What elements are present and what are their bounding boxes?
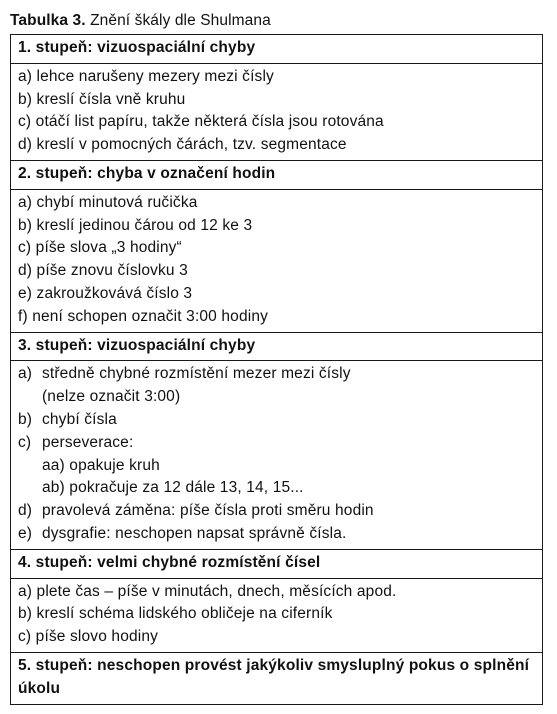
stage-5-heading: 5. stupeň: neschopen provést jakýkoliv smysluplný pokus o splnění úkolu (11, 652, 543, 704)
item-marker: d) (18, 502, 33, 520)
list-item (18, 603, 535, 626)
item-text: kreslí schéma lidského obličeje na ciferník (32, 605, 333, 623)
sub-list-item: aa) opakuje kruh (42, 456, 160, 474)
item-marker: c) (18, 433, 32, 451)
item-text: píše slovo hodiny (31, 628, 158, 646)
item-continuation: (nelze označit 3:00) (42, 388, 181, 406)
table-row-stage-2-heading (11, 160, 543, 189)
list-item (18, 306, 535, 329)
list-item (18, 581, 535, 604)
item-text: není schopen označit 3:00 hodiny (27, 307, 268, 325)
item-marker: c) (18, 628, 32, 646)
table-row-stage-3-heading (11, 332, 543, 361)
list-item (18, 192, 535, 215)
stage-4-items (11, 578, 543, 652)
item-marker: b) (18, 410, 33, 428)
list-item (18, 215, 535, 238)
table-row-stage-3-items (11, 361, 543, 549)
list-item (18, 89, 535, 112)
list-item (18, 111, 535, 134)
table-row-stage-4-items (11, 578, 543, 652)
list-item (18, 626, 535, 649)
stage-1-heading: 1. stupeň: vizuospaciální chyby (11, 35, 543, 64)
item-text: píše slova „3 hodiny“ (31, 239, 182, 257)
item-text: lehce narušeny mezery mezi čísly (32, 67, 274, 85)
item-marker: a) (18, 67, 33, 85)
item-text: kreslí v pomocných čárách, tzv. segmentace (32, 136, 347, 154)
list-item (18, 363, 535, 386)
item-text: zakroužkovává číslo 3 (32, 284, 193, 302)
table-row-stage-2-items (11, 189, 543, 332)
item-marker: a) (18, 582, 33, 600)
list-item (18, 283, 535, 306)
item-marker: e) (18, 284, 33, 302)
item-text: chybí minutová ručička (32, 193, 198, 211)
list-item (18, 432, 535, 455)
caption-text: Znění škály dle Shulmana (85, 12, 271, 29)
stage-2-heading: 2. stupeň: chyba v označení hodin (11, 160, 543, 189)
stage-3-items (11, 361, 543, 549)
table-caption (10, 12, 547, 30)
list-item (18, 500, 535, 523)
list-item (18, 66, 535, 89)
table-row-stage-1-heading (11, 35, 543, 64)
list-item (18, 523, 535, 546)
stage-1-items (11, 63, 543, 160)
item-marker: b) (18, 90, 33, 108)
stage-2-items (11, 189, 543, 332)
item-marker: c) (18, 239, 32, 257)
item-text: dysgrafie: neschopen napsat správně čísla. (42, 524, 347, 542)
item-text: kreslí jedinou čárou od 12 ke 3 (32, 216, 253, 234)
item-text: píše znovu číslovku 3 (32, 262, 188, 280)
list-item (18, 237, 535, 260)
item-text: chybí čísla (42, 410, 117, 428)
list-item (18, 134, 535, 157)
item-text: středně chybné rozmístění mezer mezi čísly (42, 365, 351, 383)
item-marker: e) (18, 524, 33, 542)
shulman-scale-table (10, 34, 543, 705)
item-text: otáčí list papíru, takže některá čísla jsou rotována (31, 113, 384, 131)
item-marker: c) (18, 113, 32, 131)
list-item (18, 260, 535, 283)
sub-list-item: ab) pokračuje za 12 dále 13, 14, 15... (42, 479, 304, 497)
item-marker: b) (18, 216, 33, 234)
item-marker: f) (18, 307, 28, 325)
table-row-stage-1-items (11, 63, 543, 160)
item-marker: a) (18, 365, 33, 383)
stage-3-heading: 3. stupeň: vizuospaciální chyby (11, 332, 543, 361)
list-item (18, 409, 535, 432)
item-text: pravolevá záměna: píše čísla proti směru hodin (42, 502, 374, 520)
item-marker: a) (18, 193, 33, 211)
table-row-stage-4-heading (11, 549, 543, 578)
item-marker: b) (18, 605, 33, 623)
caption-label: Tabulka 3. (10, 12, 86, 29)
item-marker: d) (18, 262, 33, 280)
item-marker: d) (18, 136, 33, 154)
item-text: perseverace: (42, 433, 134, 451)
stage-4-heading: 4. stupeň: velmi chybné rozmístění čísel (11, 549, 543, 578)
item-text: plete čas – píše v minutách, dnech, měsících apod. (32, 582, 397, 600)
item-text: kreslí čísla vně kruhu (32, 90, 186, 108)
table-row-stage-5-heading (11, 652, 543, 704)
